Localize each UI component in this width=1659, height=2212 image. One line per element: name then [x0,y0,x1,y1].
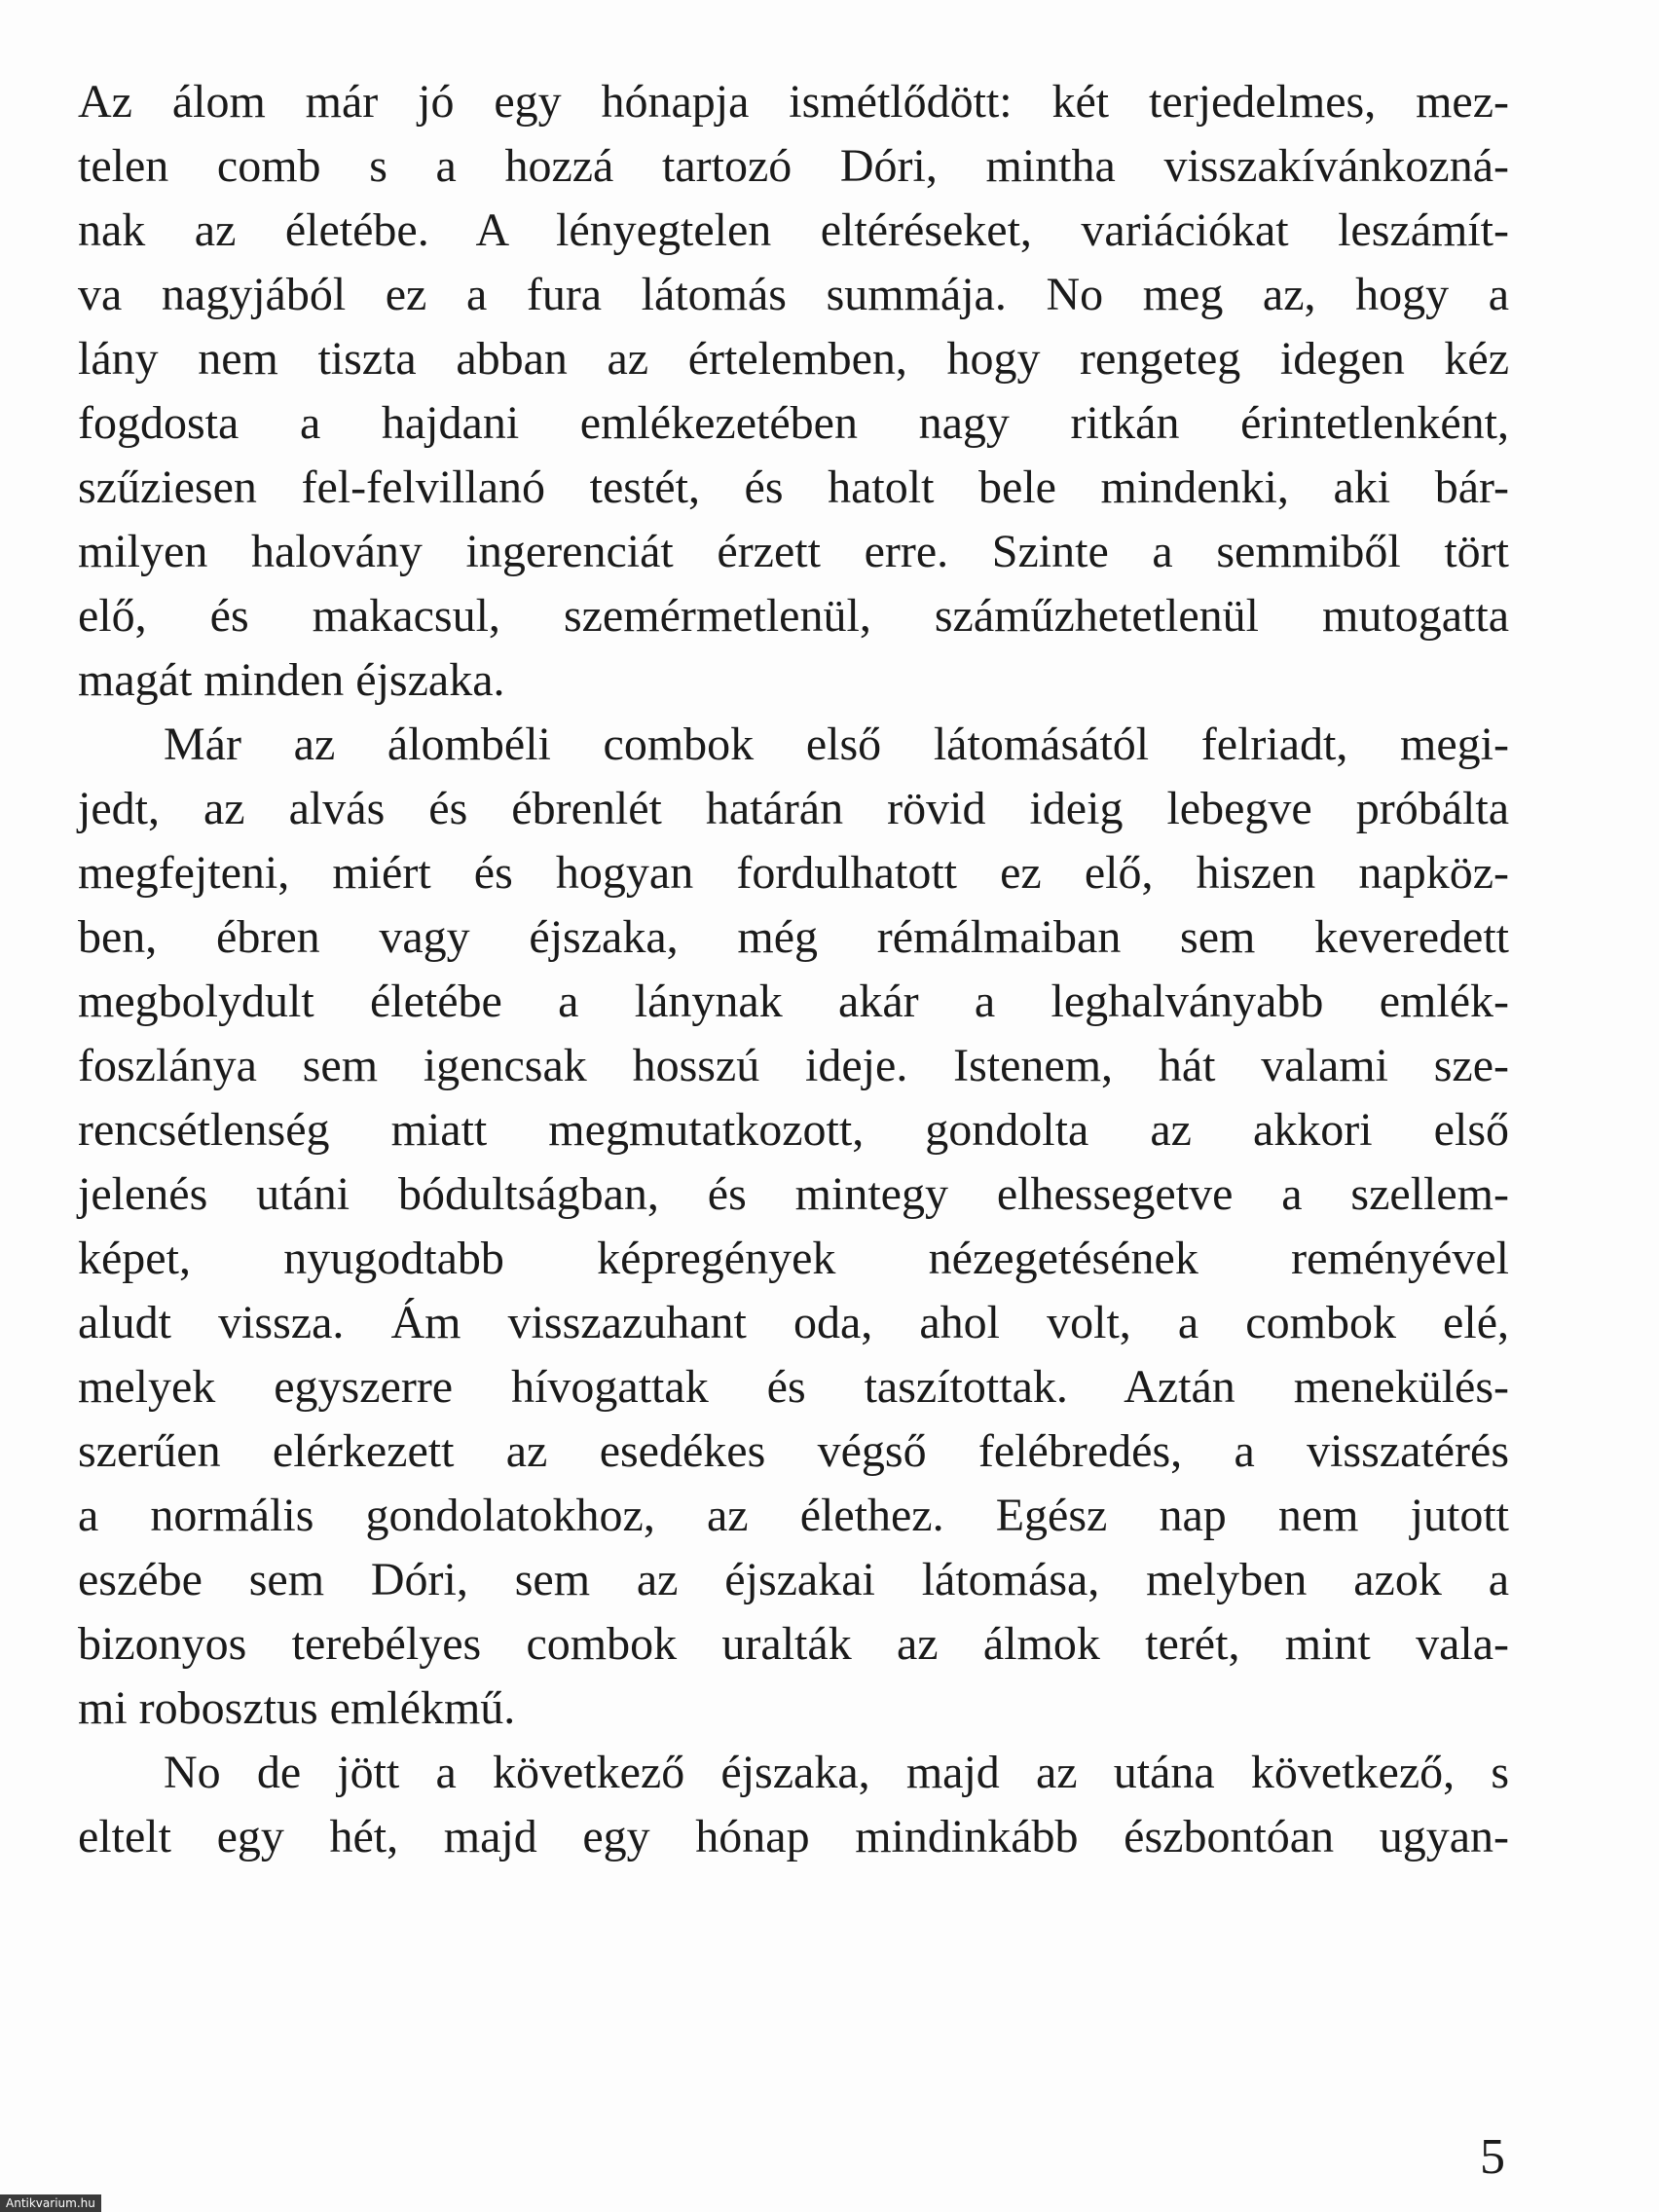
body-text [78,70,1509,1869]
page-number: 5 [1480,2129,1505,2185]
text-line: Az álom már jó egy hónapja ismétlődött: két terjedelmes, mez- [78,76,1509,128]
text-line: lány nem tiszta abban az értelemben, hogy rengeteg idegen kéz [78,333,1509,385]
text-line-paragraph-end: mi robosztus emlékmű. [78,1682,516,1734]
text-line: rencsétlenség miatt megmutatkozott, gondolta az akkori első [78,1104,1509,1156]
text-line: elő, és makacsul, szemérmetlenül, száműzhetetlenül mutogatta [78,590,1509,642]
text-line: szerűen elérkezett az esedékes végső felébredés, a visszatérés [78,1425,1509,1477]
text-line: megbolydult életébe a lánynak akár a leghalványabb emlék- [78,976,1509,1027]
text-line: telen comb s a hozzá tartozó Dóri, mintha visszakívánkozná- [78,140,1509,192]
text-line: nak az életébe. A lényegtelen eltéréseket, variációkat leszámít- [78,204,1509,256]
text-line: aludt vissza. Ám visszazuhant oda, ahol volt, a combok elé, [78,1297,1509,1348]
text-line: képet, nyugodtabb képregények nézegetésének reményével [78,1233,1509,1284]
text-line: eltelt egy hét, majd egy hónap mindinkább észbontóan ugyan- [78,1811,1509,1862]
text-line: eszébe sem Dóri, sem az éjszakai látomása, melyben azok a [78,1554,1509,1605]
watermark: Antikvarium.hu [0,2194,101,2212]
text-line: jedt, az alvás és ébrenlét határán rövid ideig lebegve próbálta [78,783,1509,834]
text-line: a normális gondolatokhoz, az élethez. Egész nap nem jutott [78,1490,1509,1541]
text-line: va nagyjából ez a fura látomás summája. No meg az, hogy a [78,269,1509,320]
text-line: jelenés utáni bódultságban, és mintegy elhessegetve a szellem- [78,1168,1509,1220]
text-line: bizonyos terebélyes combok uralták az álmok terét, mint vala- [78,1618,1509,1670]
text-line: megfejteni, miért és hogyan fordulhatott ez elő, hiszen napköz- [78,847,1509,899]
text-line: milyen halovány ingerenciát érzett erre. Szinte a semmiből tört [78,526,1509,577]
text-line: szűziesen fel-felvillanó testét, és hatolt bele mindenki, aki bár- [78,461,1509,513]
text-line-paragraph-end: magát minden éjszaka. [78,654,505,706]
text-line-paragraph-start: No de jött a következő éjszaka, majd az utána következő, s [164,1747,1509,1798]
text-line-paragraph-start: Már az álombéli combok első látomásától felriadt, megi- [164,719,1509,770]
text-line: ben, ébren vagy éjszaka, még rémálmaiban sem keveredett [78,911,1509,963]
text-line: foszlánya sem igencsak hosszú ideje. Istenem, hát valami sze- [78,1040,1509,1091]
text-line: melyek egyszerre hívogattak és taszítottak. Aztán menekülés- [78,1361,1509,1413]
text-line: fogdosta a hajdani emlékezetében nagy ritkán érintetlenként, [78,397,1509,449]
